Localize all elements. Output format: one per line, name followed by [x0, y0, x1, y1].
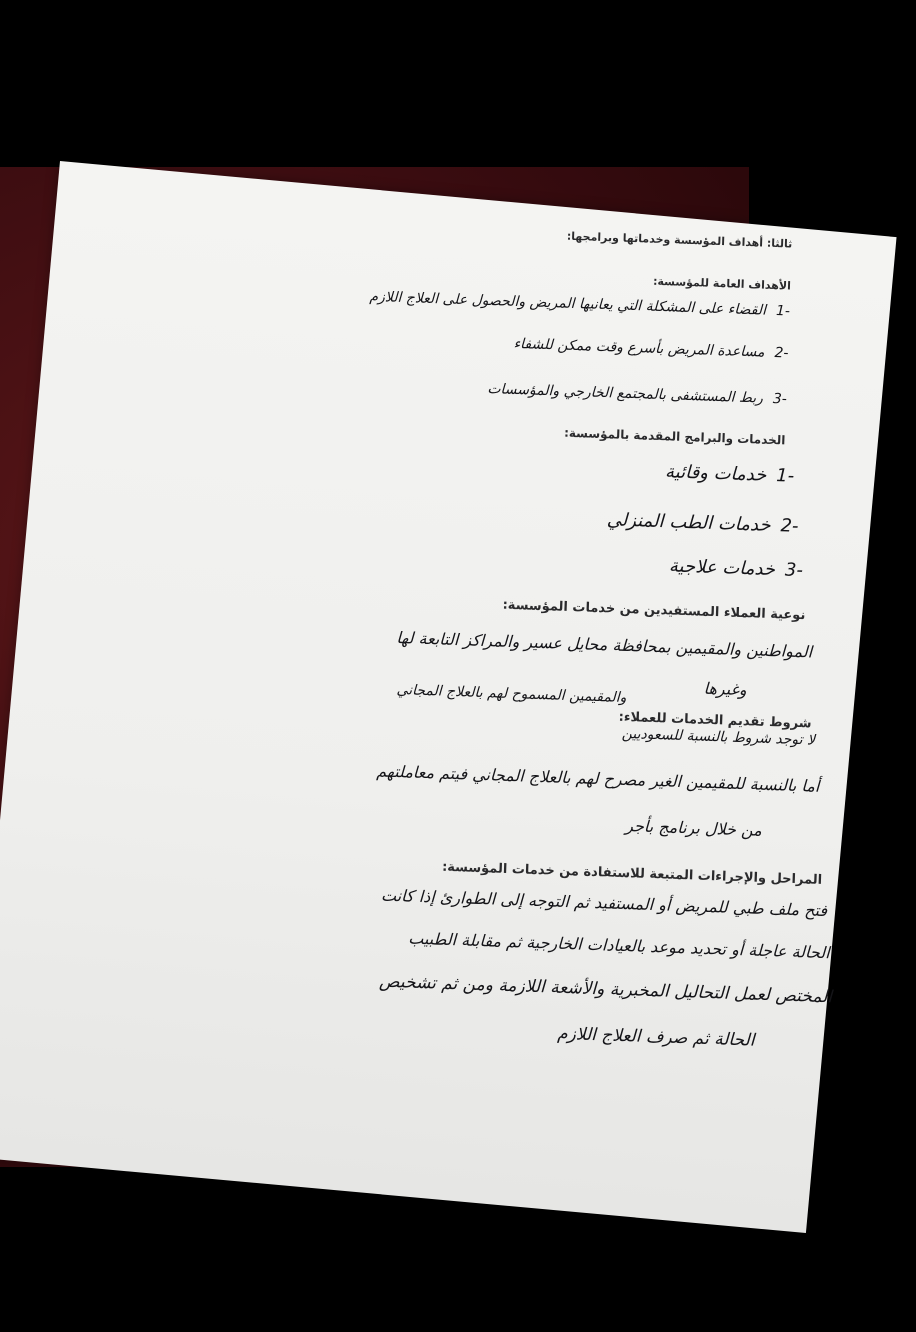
service-text: خدمات وقائية [664, 461, 767, 486]
goal-text: مساعدة المريض بأسرع وقت ممكن للشفاء [513, 335, 765, 361]
goal-number: -3 [772, 390, 788, 408]
goal-number: -2 [774, 344, 789, 362]
clients-line-2: وغيرها [703, 678, 748, 700]
goal-text: القضاء على المشكلة التي يعانيها المريض والحصول على العلاج اللازم [369, 288, 767, 319]
conditions-heading: شروط تقديم الخدمات للعملاء: [618, 709, 812, 732]
conditions-line-3: أما بالنسبة للمقيمين الغير مصرح لهم بالعلاج المجاني فيتم معاملتهم [375, 761, 820, 796]
conditions-line-1: والمقيمين المسموح لهم بالعلاج المجاني [396, 682, 627, 707]
clients-heading: نوعية العملاء المستفيدين من خدمات المؤسسة: [502, 597, 806, 624]
clients-line-1: المواطنين والمقيمين بمحافظة محايل عسير والمراكز التابعة لها [396, 627, 813, 662]
steps-line-4: الحالة ثم صرف العلاج اللازم [556, 1023, 755, 1051]
document-content [184, 176, 833, 1195]
steps-line-3: المختص لعمل التحاليل المخبرية والأشعة اللازمة ومن ثم تشخيص [378, 971, 833, 1008]
conditions-line-2: لا توجد شروط بالنسبة للسعوديين [621, 725, 816, 749]
service-text: خدمات علاجية [668, 555, 776, 581]
goal-text: ربط المستشفى بالمجتمع الخارجي والمؤسسات [487, 380, 764, 407]
service-number: -2 [780, 515, 799, 537]
goal-number: -1 [775, 303, 791, 320]
paper-sheet [0, 161, 897, 1233]
steps-line-2: الحالة عاجلة أو تحديد موعد بالعيادات الخارجية ثم مقابلة الطبيب [407, 928, 830, 963]
conditions-line-4: من خلال برنامج بأجر [624, 816, 763, 840]
goal-item-2 [513, 336, 788, 362]
service-number: -3 [784, 559, 804, 582]
service-item-3 [669, 555, 804, 581]
goal-item-1 [369, 289, 790, 320]
goals-heading: الأهداف العامة للمؤسسة: [652, 274, 792, 293]
goal-item-3 [487, 381, 787, 407]
photo-background [0, 167, 833, 1167]
service-number: -1 [775, 465, 795, 487]
service-text: خدمات الطب المنزلي [606, 509, 771, 536]
service-item-2 [606, 509, 798, 537]
document-title: ثالثا: أهداف المؤسسة وخدماتها وبرامجها: [566, 229, 793, 251]
services-heading: الخدمات والبرامج المقدمة بالمؤسسة: [563, 425, 786, 448]
steps-heading: المراحل والإجراءات المتبعة للاستفادة من خدمات المؤسسة: [441, 859, 823, 888]
steps-line-1: فتح ملف طبي للمريض أو المستفيد ثم التوجه إلى الطوارئ إذا كانت [380, 885, 828, 921]
service-item-1 [665, 461, 795, 486]
